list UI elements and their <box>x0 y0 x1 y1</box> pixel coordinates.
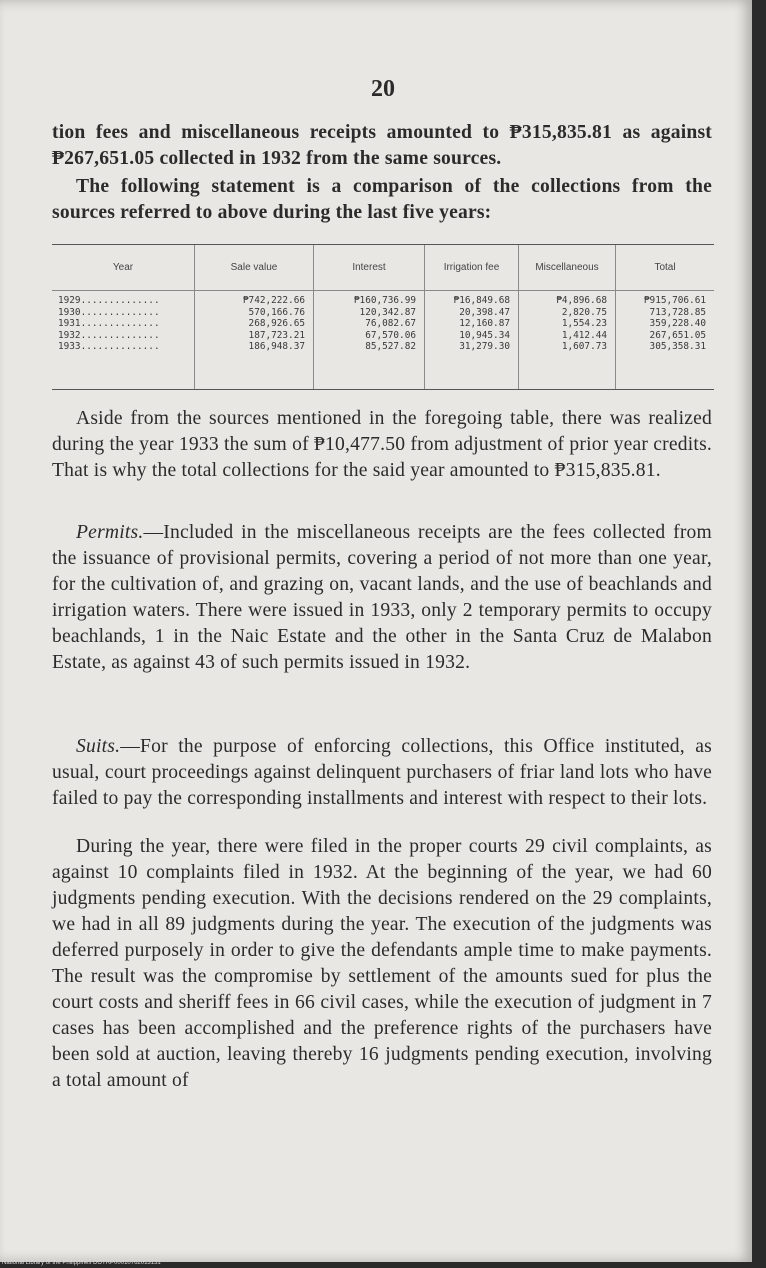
table-cell-year: 1931.............. <box>58 318 160 330</box>
table-cell: 10,945.34 <box>459 329 510 341</box>
table-cell: 268,926.65 <box>248 318 305 330</box>
table-cell: 359,228.40 <box>649 318 706 330</box>
table-cell: ₱915,706.61 <box>643 295 706 306</box>
table-cell-year: 1932.............. <box>58 329 160 341</box>
sale-value-column <box>195 295 313 385</box>
table-cell: 186,948.37 <box>248 341 305 353</box>
total-column <box>616 295 714 385</box>
irrigation-fee-column <box>425 295 518 385</box>
table-cell: 713,728.85 <box>649 306 706 318</box>
paragraph-text: —For the purpose of enforcing collections, this Office instituted, as usual, court proceedings against delinquent purchasers of friar land lots who have failed to pay the corresponding installments and interest with respect to their lots. <box>52 736 712 809</box>
table-cell: 1,607.73 <box>561 341 607 353</box>
table-cell: 305,358.31 <box>649 341 706 353</box>
collections-table <box>52 244 714 390</box>
body-paragraph-permits <box>52 520 712 676</box>
table-cell: 1,412.44 <box>561 329 607 341</box>
scan-footer: National Library of the Philippines DOTRP00010762013131 <box>2 1260 161 1266</box>
table-cell: 67,570.06 <box>365 329 416 341</box>
miscellaneous-column <box>519 295 615 385</box>
table-cell: ₱4,896.68 <box>556 295 607 306</box>
table-cell: 31,279.30 <box>459 341 510 353</box>
intro-paragraph-2: The following statement is a comparison of the collections from the sources referred to above during the last five years: <box>52 176 712 223</box>
table-cell: 12,160.87 <box>459 318 510 330</box>
intro-paragraph-1: tion fees and miscellaneous receipts amounted to ₱315,835.81 as against ₱267,651.05 collected in 1932 from the same sources. <box>52 122 712 169</box>
table-header-total: Total <box>616 245 714 291</box>
page-number: 20 <box>371 76 395 102</box>
table-cell: 120,342.87 <box>359 306 416 318</box>
table-cell-year: 1930.............. <box>58 306 160 318</box>
table-cell-year: 1933.............. <box>58 341 160 353</box>
paragraph-lead: Suits. <box>76 736 121 757</box>
table-header-year: Year <box>52 245 194 291</box>
table-cell: 570,166.76 <box>248 306 305 318</box>
table-cell: 2,820.75 <box>561 306 607 318</box>
table-cell: 20,398.47 <box>459 306 510 318</box>
body-paragraph-judgments <box>52 834 712 1094</box>
table-header-sale-value: Sale value <box>195 245 313 291</box>
paragraph-text: Aside from the sources mentioned in the foregoing table, there was realized during the year 1933 the sum of ₱10,477.50 from adjustment of prior year credits. That is why the total collections for the said year amounted to ₱315,835.81. <box>52 408 712 481</box>
table-cell-year: 1929.............. <box>58 295 160 306</box>
table-cell: 85,527.82 <box>365 341 416 353</box>
table-cell: ₱742,222.66 <box>242 295 305 306</box>
table-cell: ₱16,849.68 <box>453 295 510 306</box>
body-paragraph-aside <box>52 406 712 484</box>
paragraph-text: During the year, there were filed in the proper courts 29 civil complaints, as against 10 complaints filed in 1932. At the beginning of the year, we had 60 judgments pending execution. With the decisions rendered on the 29 complaints, we had in all 89 judgments during the year. The execution of the judgments was deferred purposely in order to give the defendants ample time to make payments. The result was the compromise by settlement of the amounts sued for plus the court costs and sheriff fees in 66 civil cases, while the execution of judgment in 7 cases has been accomplished and the preference rights of the purchasers have been sold at auction, leaving thereby 16 judgments pending execution, involving a total amount of <box>52 836 712 1091</box>
table-header-irrigation-fee: Irrigation fee <box>425 245 518 291</box>
paragraph-lead: Permits. <box>76 522 144 543</box>
table-header-interest: Interest <box>314 245 424 291</box>
paragraph-text: —Included in the miscellaneous receipts are the fees collected from the issuance of provisional permits, covering a period of not more than one year, for the cultivation of, and grazing on, vacant lands, and the use of beachlands and irrigation waters. There were issued in 1933, only 2 temporary permits to occupy beachlands, 1 in the Naic Estate and the other in the Santa Cruz de Malabon Estate, as against 43 of such permits issued in 1932. <box>52 522 712 673</box>
table-cell: 187,723.21 <box>248 329 305 341</box>
interest-column <box>314 295 424 385</box>
body-paragraph-suits <box>52 734 712 812</box>
table-cell: ₱160,736.99 <box>353 295 416 306</box>
table-header-miscellaneous: Miscellaneous <box>519 245 615 291</box>
table-cell: 1,554.23 <box>561 318 607 330</box>
table-cell: 76,082.67 <box>365 318 416 330</box>
year-column <box>52 295 194 385</box>
table-cell: 267,651.05 <box>649 329 706 341</box>
